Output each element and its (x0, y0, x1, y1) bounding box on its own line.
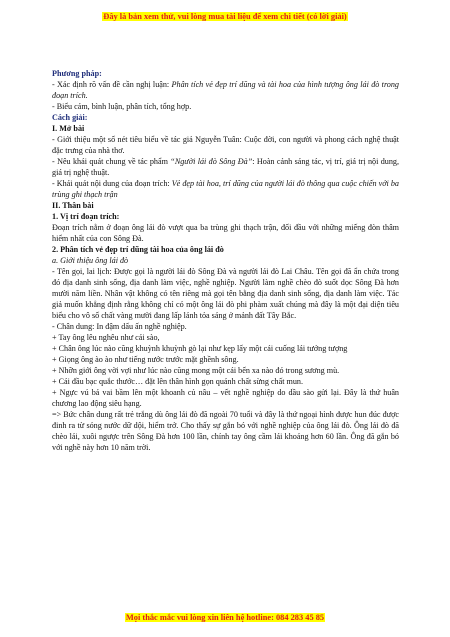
intro-point-1: - Giới thiệu một số nét tiêu biểu về tác giả Nguyễn Tuân: Cuộc đời, con người và phong cách nghệ thuật đặc trưng của nhà thơ. (52, 135, 399, 155)
portrait-item-hands: + Tay ông lêu nghêu như cái sào, (52, 333, 160, 342)
method-line-2: - Biểu cảm, bình luận, phân tích, tổng hợp. (52, 102, 192, 111)
portrait-item-voice: + Giọng ông ào ào như tiếng nước trước mặt ghềnh sông. (52, 355, 239, 364)
portrait-item-head: + Cái đầu bạc quắc thước… đặt lên thân hình gọn quánh chất sừng chất mun. (52, 377, 303, 386)
method-line-1-lead: - Xác định rõ vấn đề cần nghị luận: (52, 80, 172, 89)
portrait-conclusion: => Bức chân dung rất trẻ trắng dù ông lái đò đã ngoài 70 tuổi và đây là thứ ngoại hình được hun đúc được đinh ra từ sóng nước dữ dội, hiểm trở. Cho thấy sự gắn bó với nghề nghiệp của ông lái đò. Ông lái đò đã chèo lái, xuôi ngược trên Sông Đà hơn 100 lần, chính tay ông cầm lái khoảng hơn 60 lần. Ông đã gắn bó với nghề này hơn 10 năm trời. (52, 410, 399, 452)
method-line-1 (52, 79, 399, 101)
portrait-item-legs: + Chân ông lúc nào cũng khuỳnh khuỳnh gò lại như kẹp lấy một cái cuống lái tưởng tượng (52, 344, 348, 353)
subsection-2-heading: 2. Phân tích vẻ đẹp trí dũng tài hoa của ông lái đò (52, 245, 224, 254)
subsection-1-heading: 1. Vị trí đoạn trích: (52, 212, 120, 221)
document-body (52, 68, 399, 453)
method-line-1-topic: Phân tích vẻ đẹp trí dũng và tài hoa của hình tượng ông lái đò trong đoạn trích. (52, 80, 399, 100)
portrait-item-eyes: + Nhỡn giới ông vời vợi như lúc nào cũng mong một cái bến xa nào đó trong sương mù. (52, 366, 340, 375)
method-heading: Phương pháp: (52, 69, 102, 78)
section-2-heading: II. Thân bài (52, 201, 94, 210)
intro-point-3-lead: - Khái quát nội dung của đoạn trích: (52, 179, 172, 188)
intro-point-3 (52, 178, 399, 200)
section-1-heading: I. Mở bài (52, 124, 85, 133)
work-title: “Người lái đò Sông Đà” (170, 157, 253, 166)
hotline-banner-text: Mọi thắc mắc vui lòng xin liên hệ hotline: 084 283 45 85 (125, 613, 325, 622)
intro-point-3-topic: Vẻ đẹp tài hoa, trí dũng của người lái đò thông qua cuộc chiến với ba trùng ghi thạch trận (52, 179, 399, 199)
intro-point-2 (52, 156, 399, 178)
preview-banner-text: Đây là bản xem thử, vui lòng mua tài liệu để xem chi tiết (có lời giải) (103, 12, 347, 21)
hotline-banner (0, 613, 450, 622)
subsection-1-text: Đoạn trích nằm ở đoạn ông lái đò vượt qua ba trùng ghi thạch trận, đối đầu với những miếng đòn thâm hiểm nhất của con Sông Đà. (52, 223, 399, 243)
solution-heading: Cách giải: (52, 113, 88, 122)
subsection-2a-text: - Tên gọi, lai lịch: Được gọi là người lái đò Sông Đà và người lái đò Lai Châu. Tên gọi đã ẩn chứa trong đó địa danh sinh sống, địa danh làm việc, nghề nghiệp. Người làm nghề chèo đò suốt dọc Sông Đà hơn mười năm liền. Nhân vật không có tên riêng mà gọi tên bằng địa danh sinh sống, địa danh làm việc. Tác giả muốn khẳng định rằng không chỉ có một ông lái đò phi phàm xuất chúng mà đây là một đại diện tiêu biểu cho vô số chất vàng mười đang lấp lánh tỏa sáng ở mảnh đất Tây Bắc. (52, 267, 399, 320)
intro-point-2-tail: : Hoàn cảnh sáng tác, vị trí, giá trị nội dung, giá trị nghệ thuật. (52, 157, 399, 177)
portrait-line: - Chân dung: In đậm dấu ấn nghề nghiệp. (52, 322, 187, 331)
portrait-item-chest: + Ngực vú bả vai bầm lên một khoanh củ nâu – vết nghề nghiệp do dầu sào gửi lại. Đây là thứ huân chương lao động siêu hạng. (52, 388, 399, 408)
intro-point-2-lead: - Nêu khái quát chung về tác phẩm (52, 157, 171, 166)
subsection-2a-heading: a. Giới thiệu ông lái đò (52, 256, 129, 265)
preview-banner (0, 12, 450, 21)
